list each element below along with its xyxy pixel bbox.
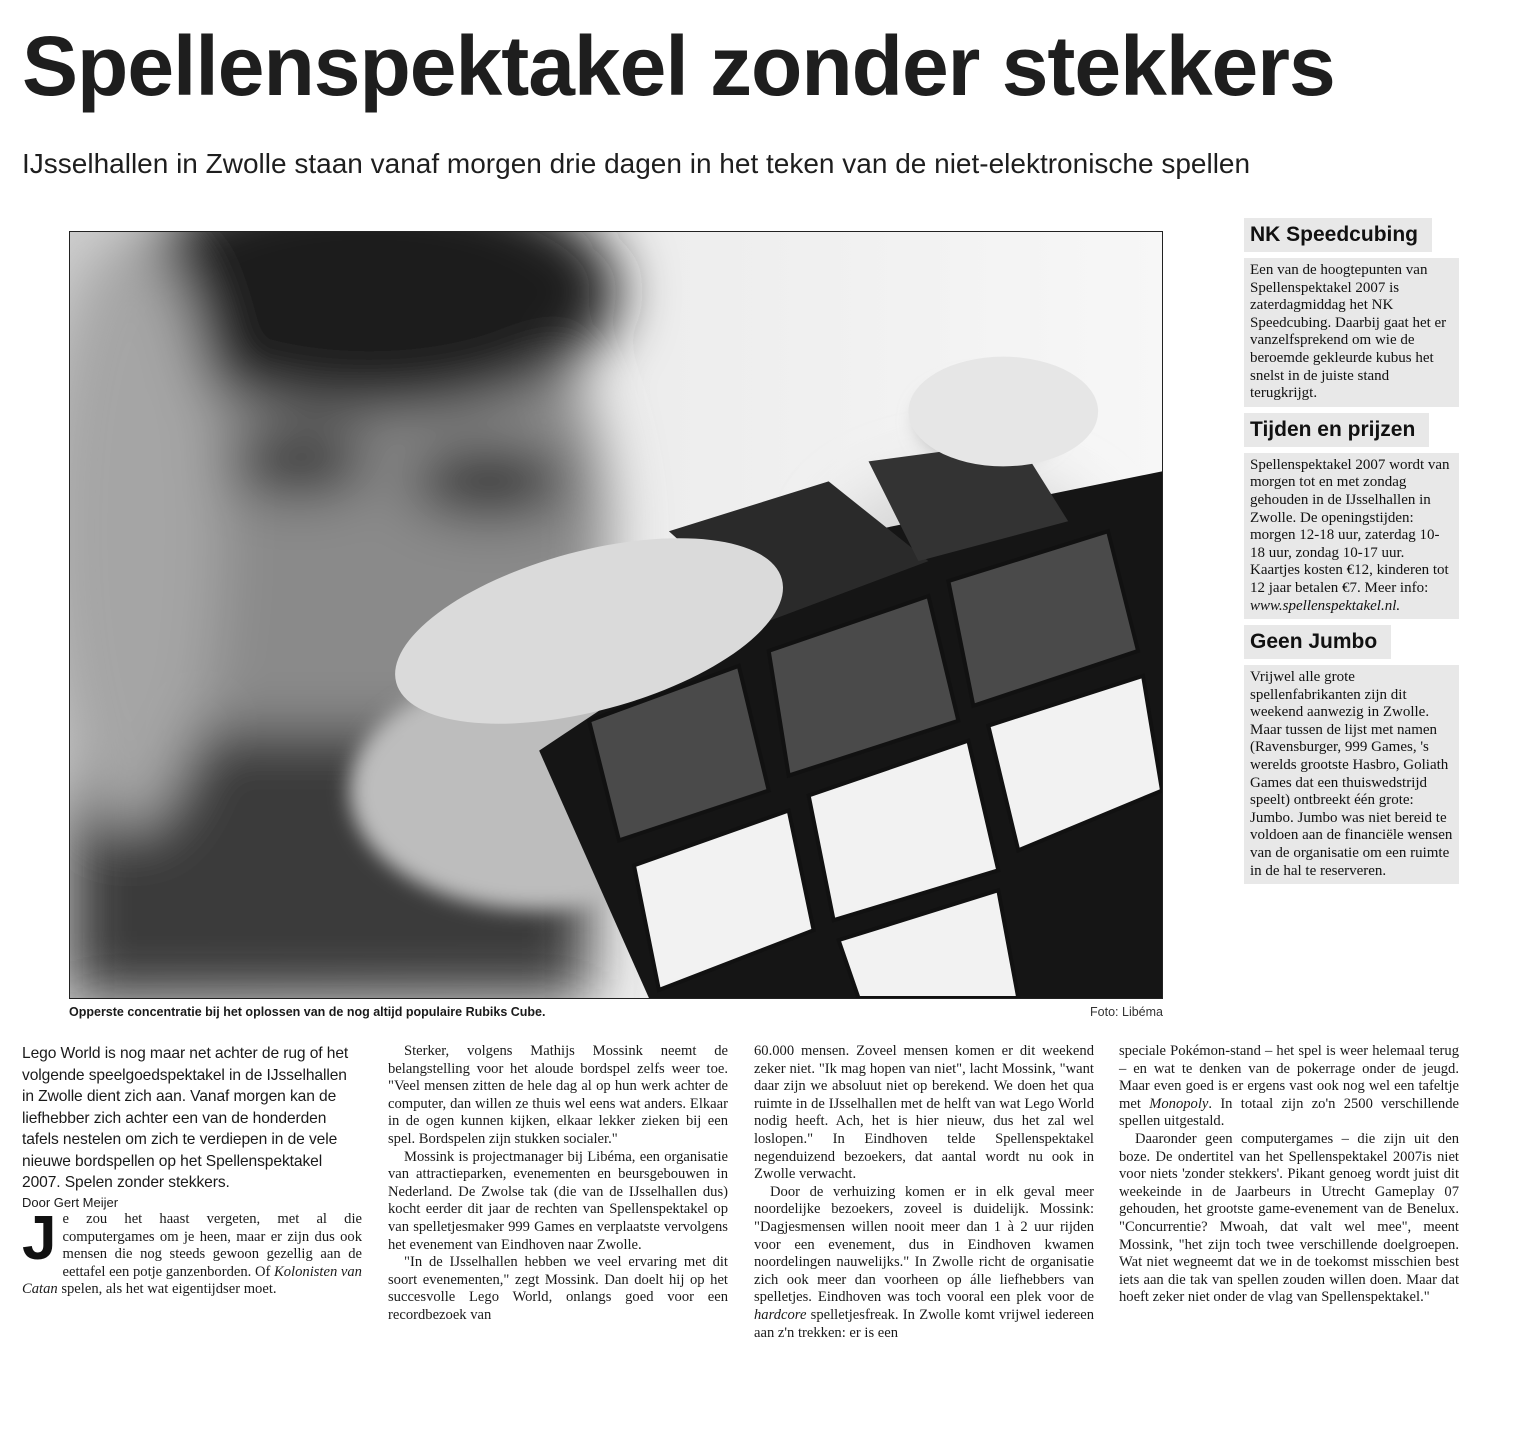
intro-paragraph: Lego World is nog maar net achter de rug of het volgende speelgoedspektakel in de IJsselhallen in Zwolle dient zich aan. Vanaf morgen kan de liefhebber zich achter een van de honderden tafels nestelen om zich te verdiepen in de vele nieuwe bordspellen op het Spellenspektakel 2007. Spelen zonder stekkers.: [22, 1045, 349, 1191]
lead-italic: Kolonisten van Catan: [22, 1263, 362, 1298]
sidebar-heading-speedcubing: NK Speedcubing: [1244, 218, 1432, 252]
sidebar-tijden-body: Spellenspektakel 2007 wordt van morgen tot en met zondag gehouden in de IJsselhallen in Zwolle. De openingstijden: morgen 12-18 uur, zaterdag 10-18 uur, zondag 10-17 uur. Kaartjes kosten €12, kinderen tot 12 jaar betalen €7. Meer info:: [1250, 456, 1450, 596]
article-column-4: [1119, 1043, 1459, 1307]
photo-rubiks-cube: [69, 231, 1163, 999]
col2-paragraph-3: "In de IJsselhallen hebben we veel ervaring met dit soort evenementen," zegt Mossink. Dan doelt hij op het succesvolle Lego World, onlangs goed voor een recordbezoek van: [388, 1254, 728, 1323]
photo-credit: Foto: Libéma: [1090, 1005, 1163, 1019]
col2-paragraph-1: Sterker, volgens Mathijs Mossink neemt de belangstelling voor het aloude bordspel zelfs weer toe. "Veel mensen zitten de hele dag al op hun werk achter de computer, dan willen ze thuis wel eens wat anders. Elkaar in de ogen kunnen kijken, elkaar lekker zieken bij een spel. Bordspelen zijn stukken socialer.": [388, 1043, 728, 1147]
dropcap: J: [22, 1204, 57, 1274]
photo-caption: [69, 1005, 1163, 1023]
col4-text: speciale Pokémon-stand – het spel is weer helemaal terug – en wat te denken van de pokerrage onder de jeugd. Maar even goed is er ergens vast ook nog wel een tafeltje met: [1119, 1043, 1459, 1112]
col2-paragraph-2: Mossink is projectmanager bij Libéma, een organisatie van attractieparken, evenementen en beursgebouwen in Nederland. De Zwolse tak (die van de IJsselhallen dus) kocht eerder dit jaar de rechten van Spellenspektakel op van spelletjesmaker 999 Games en verplaatste vervolgens het evenement van Eindhoven naar Zwolle.: [388, 1148, 728, 1253]
sidebar: [1244, 218, 1459, 890]
col3-paragraph-1: 60.000 mensen. Zoveel mensen komen er dit weekend zeker niet. "Ik mag hopen van niet", lacht Mossink, "want daar zijn we absoluut niet op berekend. We doen het qua ruimte in de IJsselhallen met de helft van wat Lego World nodig heeft. Ach, het is hier nieuw, dus het zal wel loslopen." In Eindhoven telde Spellenspektakel negenduizend bezoekers, dat aantal wordt nu ook in Zwolle verwacht.: [754, 1043, 1094, 1183]
col4-text-end: . In totaal zijn zo'n 2500 verschillende spellen uitgestald.: [1119, 1095, 1459, 1130]
col4-italic: Monopoly: [1149, 1095, 1209, 1112]
lead-text-end: spelen, als het wat eigentijdser moet.: [57, 1281, 277, 1298]
lead-paragraph: [22, 1204, 362, 1299]
col3-italic: hardcore: [754, 1306, 807, 1323]
caption-text: Opperste concentratie bij het oplossen van de nog altijd populaire Rubiks Cube.: [69, 1005, 546, 1019]
sidebar-text-speedcubing: Een van de hoogtepunten van Spellenspektakel 2007 is zaterdagmiddag het NK Speedcubing. Daarbij gaat het er vanzelfsprekend om wie de beroemde gekleurde kubus het snelst in de juiste stand terugkrijgt.: [1244, 258, 1459, 407]
article-column-2: [388, 1043, 728, 1325]
col3-text: Door de verhuizing komen er in elk geval meer noordelijke bezoekers, zoveel is duidelijk. Mossink: "Dagjesmensen willen nooit meer dan 1 à 2 uur rijden voor een evenement, dus in Eindhoven kwamen noordelingen nauwelijks." In Zwolle richt de organisatie zich ook meer dan voorheen op álle liefhebbers van spelletjes. Eindhoven was toch vooral een plek voor de: [754, 1183, 1094, 1306]
byline: Door Gert Meijer: [22, 1194, 119, 1210]
lead-text: e zou het haast vergeten, met al die computergames om je heen, maar er zijn dus ook mensen die nog steeds gewoon gezellig aan de eettafel een potje ganzenborden. Of: [62, 1211, 362, 1280]
sidebar-heading-tijden: Tijden en prijzen: [1244, 413, 1429, 447]
sidebar-heading-jumbo: Geen Jumbo: [1244, 625, 1391, 659]
article-column-1: [22, 1043, 362, 1299]
col4-paragraph-2: Daaronder geen computergames – die zijn uit den boze. De ondertitel van het Spellenspektakel 2007is niet voor niets 'zonder stekkers'. Pikant genoeg wordt juist dit weekeinde in de Jaarbeurs in Utrecht Gameplay 07 gehouden, het grootste game-evenement van de Benelux. "Concurrentie? Mwoah, dat valt wel mee", meent Mossink, "het zijn toch twee verschillende doelgroepen. Wat niet wegneemt dat we in de toekomst misschien best iets aan die tak van spellen zouden willen doen. Maar dat hoeft zeker niet onder de vlag van Spellenspektakel.": [1119, 1130, 1459, 1306]
headline: Spellenspektakel zonder stekkers: [22, 19, 1335, 113]
rubiks-cube-photo-illustration: [70, 232, 1162, 998]
sidebar-website-link[interactable]: www.spellenspektakel.nl.: [1250, 597, 1401, 614]
article-column-3: [754, 1043, 1094, 1342]
col3-paragraph-2: [754, 1184, 1094, 1342]
sidebar-text-tijden: [1244, 453, 1459, 619]
subheadline: IJsselhallen in Zwolle staan vanaf morgen drie dagen in het teken van de niet-elektronische spellen: [22, 148, 1251, 179]
col4-paragraph-1: [1119, 1043, 1459, 1131]
sidebar-text-jumbo: Vrijwel alle grote spellenfabrikanten zijn dit weekend aanwezig in Zwolle. Maar tussen de lijst met namen (Ravensburger, 999 Games, 's werelds grootste Hasbro, Goliath Games dat een thuiswedstrijd speelt) ontbreekt één grote: Jumbo. Jumbo was niet bereid te voldoen aan de financiële wensen van de organisatie om een ruimte in de hal te reserveren.: [1244, 665, 1459, 884]
col3-text-end: spelletjesfreak. In Zwolle komt vrijwel iedereen aan z'n trekken: er is een: [754, 1306, 1094, 1341]
